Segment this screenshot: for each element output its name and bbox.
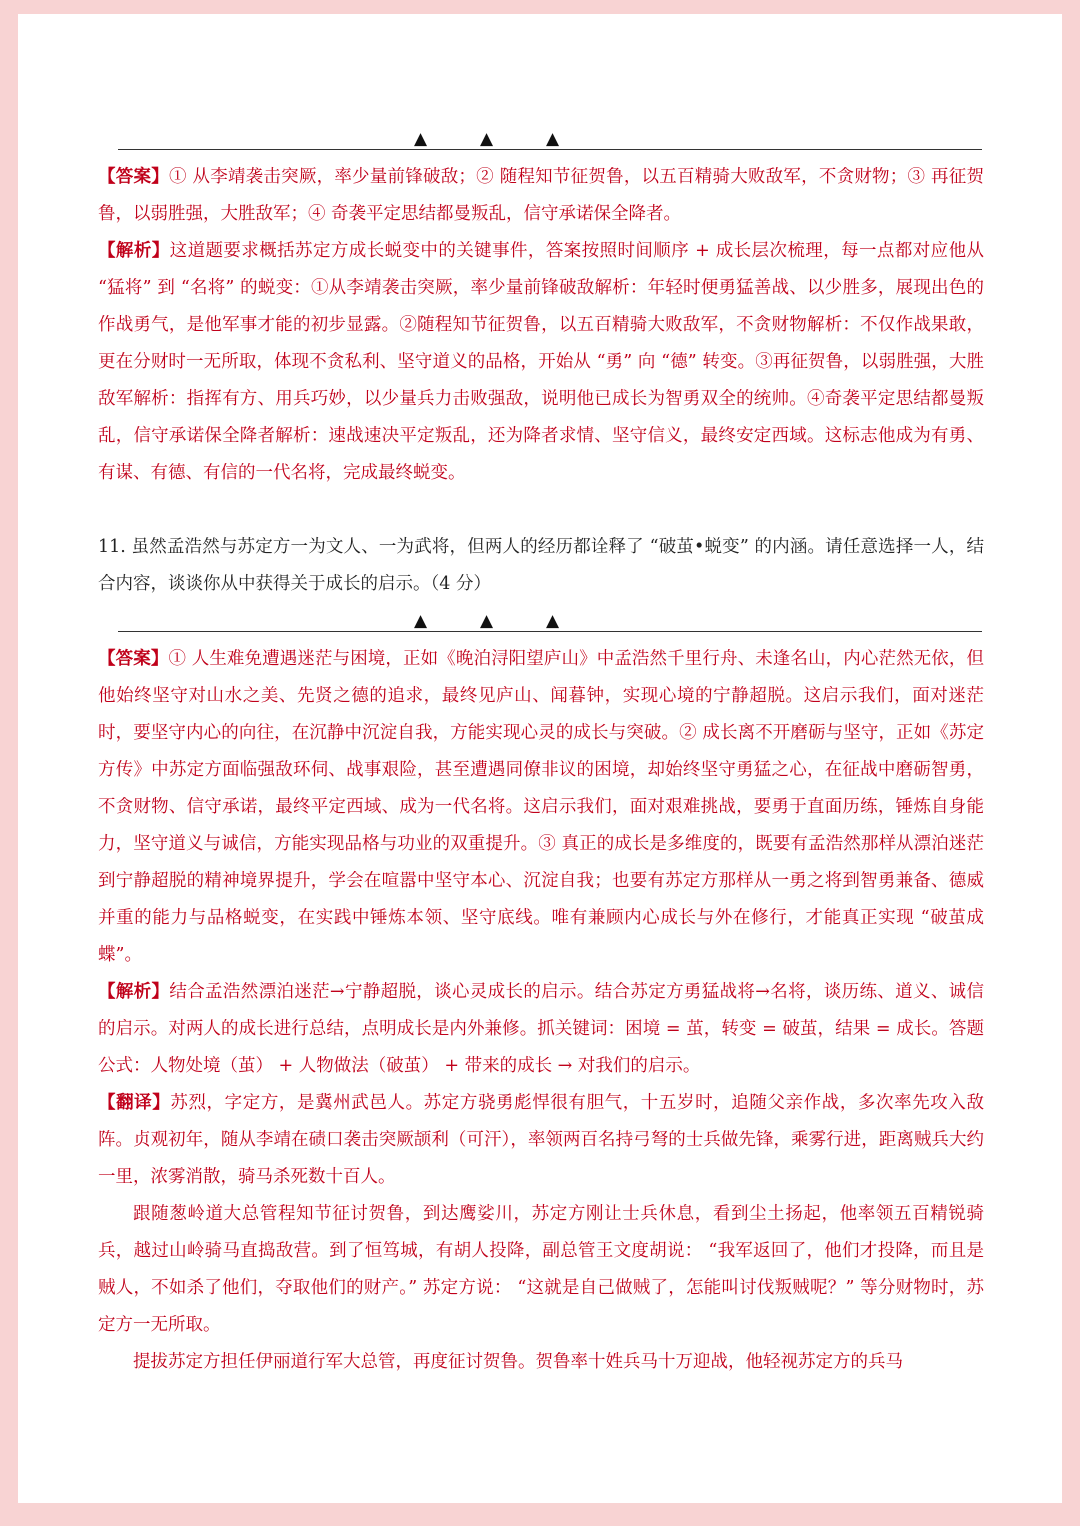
translation-p2: 跟随葱岭道大总管程知节征讨贺鲁，到达鹰娑川，苏定方刚让士兵休息，看到尘土扬起，他率领五百精锐骑兵，越过山岭骑马直捣敌营。到了恒笃城，有胡人投降，副总管王文度胡说： “我军返回了，他们才投降，而且是贼人，不如杀了他们，夺取他们的财产。” 苏定方说： “这就是自己做贼了，怎能叫讨伐叛贼呢？” 等分财物时，苏定方一无所取。 [98,1204,984,1335]
analysis-tag: 【解析】 [98,241,170,261]
section-divider [118,602,982,632]
analysis-text: 这道题要求概括苏定方成长蜕变中的关键事件，答案按照时间顺序 + 成长层次梳理，每一点都对应他从 “猛将” 到 “名将” 的蜕变：①从李靖袭击突厥，率少量前锋破敌解析：年轻时便勇猛善战、以少胜多，展现出色的作战勇气，是他军事才能的初步显露。②随程知节征贺鲁，以五百精骑大败敌军，不贪财物解析：不仅作战果敢，更在分财时一无所取，体现不贪私利、坚守道义的品格，开始从 “勇” 向 “德” 转变。③再征贺鲁，以弱胜强，大胜敌军解析：指挥有方、用兵巧妙，以少量兵力击败强敌，说明他已成长为智勇双全的统帅。④奇袭平定思结都曼叛乱，信守承诺保全降者解析：速战速决平定叛乱，还为降者求情、坚守信义，最终安定西域。这标志他成为有勇、有谋、有德、有信的一代名将，完成最终蜕变。 [98,241,984,483]
question-11 [98,529,984,603]
translation-tag: 【翻译】 [98,1093,171,1113]
q11-analysis [98,974,984,1085]
translation-p3: 提拔苏定方担任伊丽道行军大总管，再度征讨贺鲁。贺鲁率十姓兵马十万迎战，他轻视苏定方的兵马 [133,1352,903,1372]
answer-tag: 【答案】 [98,167,169,187]
analysis-text: 结合孟浩然漂泊迷茫→宁静超脱，谈心灵成长的启示。结合苏定方勇猛战将→名将，谈历练、道义、诚信的启示。对两人的成长进行总结，点明成长是内外兼修。抓关键词：困境 = 茧，转变 = 破茧，结果 = 成长。答题公式：人物处境（茧） + 人物做法（破茧） + 带来的成长 → 对我们的启示。 [98,982,985,1076]
q10-answer [98,159,984,233]
triangle-icon: ▲ [480,129,494,149]
analysis-tag: 【解析】 [98,982,170,1002]
answer-tag: 【答案】 [98,649,169,669]
question-text: 11. 虽然孟浩然与苏定方一为文人、一为武将，但两人的经历都诠释了 “破茧•蜕变” 的内涵。请任意选择一人，结合内容，谈谈你从中获得关于成长的启示。（4 分） [98,537,984,594]
q10-answer-block [98,159,984,492]
answer-text: ① 人生难免遭遇迷茫与困境，正如《晚泊浔阳望庐山》中孟浩然千里行舟、未逢名山，内心茫然无依，但他始终坚守对山水之美、先贤之德的追求，最终见庐山、闻暮钟，实现心境的宁静超脱。这启示我们，面对迷茫时，要坚守内心的向往，在沉静中沉淀自我，方能实现心灵的成长与突破。② 成长离不开磨砺与坚守，正如《苏定方传》中苏定方面临强敌环伺、战事艰险，甚至遭遇同僚非议的困境，却始终坚守勇猛之心，在征战中磨砺智勇，不贪财物、信守承诺，最终平定西域、成为一代名将。这启示我们，面对艰难挑战，要勇于直面历练，锤炼自身能力，坚守道义与诚信，方能实现品格与功业的双重提升。③ 真正的成长是多维度的，既要有孟浩然那样从漂泊迷茫到宁静超脱的精神境界提升，学会在喧嚣中坚守本心、沉淀自我；也要有苏定方那样从一勇之将到智勇兼备、德威并重的能力与品格蜕变，在实践中锤炼本领、坚守底线。唯有兼顾内心成长与外在修行，才能真正实现 “破茧成蝶”。 [98,649,984,965]
answer-text: ① 从李靖袭击突厥，率少量前锋破敌；② 随程知节征贺鲁，以五百精骑大败敌军，不贪财物；③ 再征贺鲁，以弱胜强，大胜敌军；④ 奇袭平定思结都曼叛乱，信守承诺保全降者。 [98,167,985,224]
q11-answer-block [98,641,984,1381]
translation-text: 苏烈，字定方，是冀州武邑人。苏定方骁勇彪悍很有胆气，十五岁时，追随父亲作战，多次率先攻入敌阵。贞观初年，随从李靖在碛口袭击突厥颉利（可汗），率领两百名持弓弩的士兵做先锋，乘雾行进，距离贼兵大约一里，浓雾消散，骑马杀死数十百人。 [98,1093,984,1187]
triangle-icon: ▲ [480,611,494,631]
triangle-icon: ▲ [546,129,560,149]
q11-answer [98,641,984,974]
translation-p1 [98,1085,984,1196]
section-divider [118,120,982,150]
q10-analysis [98,233,984,492]
triangle-icon: ▲ [414,129,428,149]
triangle-icon: ▲ [546,611,560,631]
triangle-icon: ▲ [414,611,428,631]
